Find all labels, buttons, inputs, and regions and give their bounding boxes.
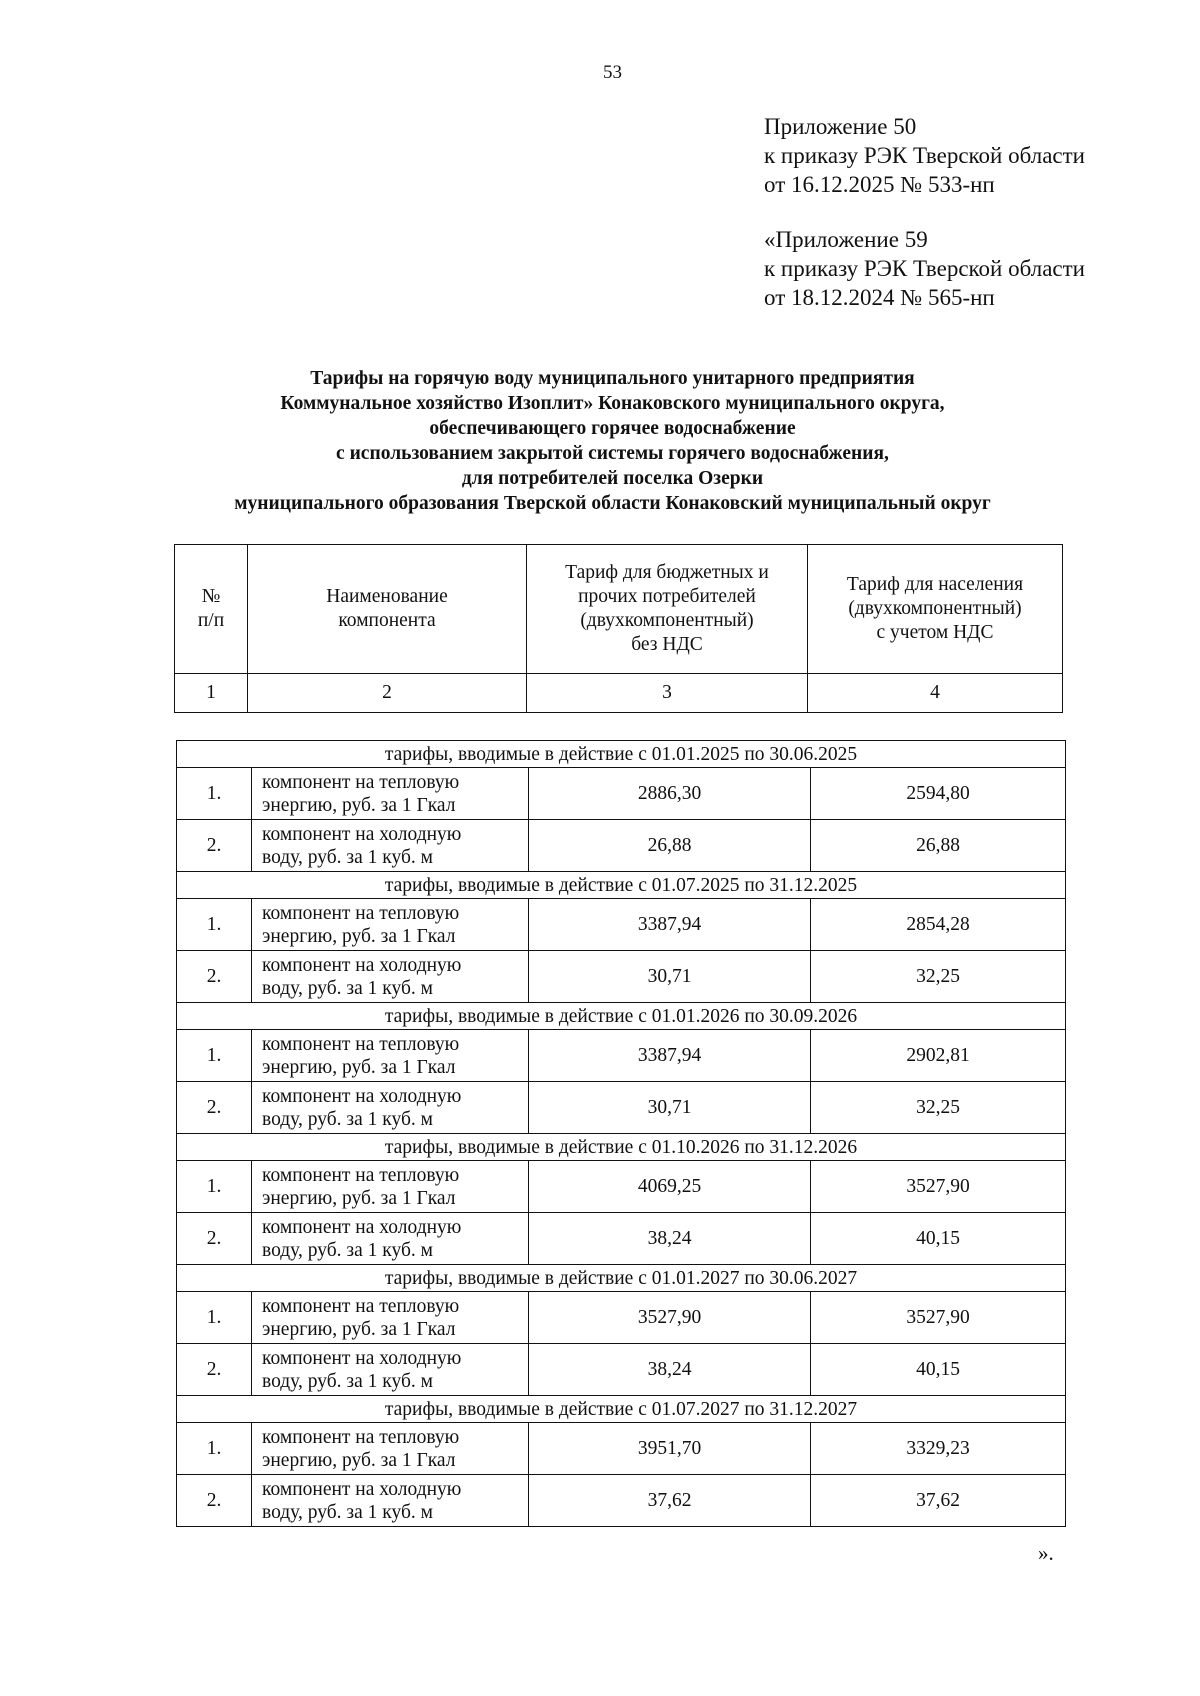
component-name xyxy=(252,951,529,1003)
population-tariff-value: 3527,90 xyxy=(811,1161,1066,1213)
component-name-line: компонент на тепловую xyxy=(262,1295,460,1317)
row-number: 2. xyxy=(177,1475,252,1527)
table-row xyxy=(177,1423,1066,1475)
budget-tariff-value: 4069,25 xyxy=(529,1161,811,1213)
row-number: 2. xyxy=(177,1082,252,1134)
appendix-previous xyxy=(764,225,1085,312)
table-row xyxy=(177,820,1066,872)
row-number: 1. xyxy=(177,1292,252,1344)
component-name xyxy=(252,768,529,820)
population-tariff-value: 2594,80 xyxy=(811,768,1066,820)
period-label: тарифы, вводимые в действие с 01.07.2027 по 31.12.2027 xyxy=(177,1396,1066,1423)
period-row xyxy=(177,1265,1066,1292)
appendix-previous-line: от 18.12.2024 № 565-нп xyxy=(764,285,995,310)
column-number: 3 xyxy=(527,674,808,713)
closing-quote: ». xyxy=(1038,1541,1054,1565)
table-row xyxy=(177,1292,1066,1344)
component-name-line: компонент на холодную xyxy=(262,823,462,845)
component-name xyxy=(252,1082,529,1134)
row-number: 1. xyxy=(177,1030,252,1082)
component-name-line: компонент на холодную xyxy=(262,1085,462,1107)
period-row xyxy=(177,741,1066,768)
header-cell-name: Наименование компонента xyxy=(248,545,527,674)
appendix-previous-line: к приказу РЭК Тверской области xyxy=(764,256,1085,281)
appendix-previous-line: «Приложение 59 xyxy=(764,227,928,252)
table-row xyxy=(177,1344,1066,1396)
component-name xyxy=(252,1475,529,1527)
component-name-line: энергию, руб. за 1 Гкал xyxy=(262,1318,456,1340)
population-tariff-value: 40,15 xyxy=(811,1344,1066,1396)
table-row xyxy=(177,1161,1066,1213)
component-name-line: компонент на холодную xyxy=(262,1216,462,1238)
component-name-line: энергию, руб. за 1 Гкал xyxy=(262,794,456,816)
component-name-line: компонент на тепловую xyxy=(262,1164,460,1186)
column-number: 1 xyxy=(175,674,248,713)
period-row xyxy=(177,1003,1066,1030)
period-row xyxy=(177,1134,1066,1161)
component-name-line: энергию, руб. за 1 Гкал xyxy=(262,1187,456,1209)
column-number: 2 xyxy=(248,674,527,713)
component-name-line: энергию, руб. за 1 Гкал xyxy=(262,1056,456,1078)
component-name-line: воду, руб. за 1 куб. м xyxy=(262,977,433,999)
population-tariff-value: 3329,23 xyxy=(811,1423,1066,1475)
population-tariff-value: 37,62 xyxy=(811,1475,1066,1527)
table-row xyxy=(177,1082,1066,1134)
tariff-header-table xyxy=(174,544,1063,713)
budget-tariff-value: 26,88 xyxy=(529,820,811,872)
budget-tariff-value: 38,24 xyxy=(529,1213,811,1265)
tariff-data-table xyxy=(176,740,1066,1527)
population-tariff-value: 3527,90 xyxy=(811,1292,1066,1344)
title-line: муниципального образования Тверской области Конаковский муниципальный округ xyxy=(234,493,991,514)
component-name-line: компонент на тепловую xyxy=(262,1426,460,1448)
tariff-data-body xyxy=(177,741,1066,1527)
table-row xyxy=(177,768,1066,820)
header-row xyxy=(175,545,1063,674)
population-tariff-value: 2854,28 xyxy=(811,899,1066,951)
table-row xyxy=(177,951,1066,1003)
table-row xyxy=(177,1030,1066,1082)
title-line: с использованием закрытой системы горячего водоснабжения, xyxy=(336,443,889,464)
column-number: 4 xyxy=(808,674,1063,713)
appendix-current-line: от 16.12.2025 № 533-нп xyxy=(764,172,995,197)
title-line: для потребителей поселка Озерки xyxy=(461,468,764,489)
title-line: Коммунальное хозяйство Изоплит» Конаковского муниципального округа, xyxy=(280,393,945,414)
component-name-line: воду, руб. за 1 куб. м xyxy=(262,846,433,868)
table-row xyxy=(177,1213,1066,1265)
appendix-current-line: Приложение 50 xyxy=(764,114,917,139)
component-name xyxy=(252,1161,529,1213)
population-tariff-value: 40,15 xyxy=(811,1213,1066,1265)
period-row xyxy=(177,872,1066,899)
period-label: тарифы, вводимые в действие с 01.10.2026 по 31.12.2026 xyxy=(177,1134,1066,1161)
component-name xyxy=(252,899,529,951)
row-number: 2. xyxy=(177,820,252,872)
budget-tariff-value: 2886,30 xyxy=(529,768,811,820)
period-label: тарифы, вводимые в действие с 01.01.2027 по 30.06.2027 xyxy=(177,1265,1066,1292)
component-name-line: воду, руб. за 1 куб. м xyxy=(262,1501,433,1523)
appendix-current-line: к приказу РЭК Тверской области xyxy=(764,143,1085,168)
column-number-row xyxy=(175,674,1063,713)
component-name-line: компонент на холодную xyxy=(262,1478,462,1500)
population-tariff-value: 2902,81 xyxy=(811,1030,1066,1082)
budget-tariff-value: 3527,90 xyxy=(529,1292,811,1344)
title-line: Тарифы на горячую воду муниципального унитарного предприятия xyxy=(310,368,915,389)
budget-tariff-value: 3387,94 xyxy=(529,899,811,951)
component-name-line: воду, руб. за 1 куб. м xyxy=(262,1239,433,1261)
row-number: 2. xyxy=(177,1213,252,1265)
component-name xyxy=(252,1213,529,1265)
component-name xyxy=(252,1344,529,1396)
component-name-line: компонент на холодную xyxy=(262,954,462,976)
period-label: тарифы, вводимые в действие с 01.01.2025 по 30.06.2025 xyxy=(177,741,1066,768)
table-row xyxy=(177,899,1066,951)
row-number: 2. xyxy=(177,1344,252,1396)
component-name xyxy=(252,1423,529,1475)
row-number: 1. xyxy=(177,1423,252,1475)
component-name-line: компонент на тепловую xyxy=(262,771,460,793)
component-name-line: компонент на тепловую xyxy=(262,902,460,924)
component-name-line: энергию, руб. за 1 Гкал xyxy=(262,1449,456,1471)
population-tariff-value: 26,88 xyxy=(811,820,1066,872)
header-cell-number: № п/п xyxy=(175,545,248,674)
component-name xyxy=(252,820,529,872)
row-number: 1. xyxy=(177,899,252,951)
appendix-current xyxy=(764,112,1085,199)
budget-tariff-value: 3951,70 xyxy=(529,1423,811,1475)
period-row xyxy=(177,1396,1066,1423)
budget-tariff-value: 38,24 xyxy=(529,1344,811,1396)
component-name xyxy=(252,1030,529,1082)
component-name-line: воду, руб. за 1 куб. м xyxy=(262,1108,433,1130)
budget-tariff-value: 30,71 xyxy=(529,951,811,1003)
budget-tariff-value: 37,62 xyxy=(529,1475,811,1527)
population-tariff-value: 32,25 xyxy=(811,951,1066,1003)
population-tariff-value: 32,25 xyxy=(811,1082,1066,1134)
table-row xyxy=(177,1475,1066,1527)
document-title xyxy=(150,366,1075,516)
component-name-line: компонент на холодную xyxy=(262,1347,462,1369)
row-number: 1. xyxy=(177,768,252,820)
row-number: 2. xyxy=(177,951,252,1003)
component-name-line: воду, руб. за 1 куб. м xyxy=(262,1370,433,1392)
row-number: 1. xyxy=(177,1161,252,1213)
header-cell-budget-tariff: Тариф для бюджетных и прочих потребителей (двухкомпонентный) без НДС xyxy=(527,545,808,674)
header-cell-population-tariff: Тариф для населения (двухкомпонентный) с учетом НДС xyxy=(808,545,1063,674)
budget-tariff-value: 30,71 xyxy=(529,1082,811,1134)
component-name-line: энергию, руб. за 1 Гкал xyxy=(262,925,456,947)
component-name-line: компонент на тепловую xyxy=(262,1033,460,1055)
period-label: тарифы, вводимые в действие с 01.07.2025 по 31.12.2025 xyxy=(177,872,1066,899)
period-label: тарифы, вводимые в действие с 01.01.2026 по 30.09.2026 xyxy=(177,1003,1066,1030)
title-line: обеспечивающего горячее водоснабжение xyxy=(429,418,796,439)
budget-tariff-value: 3387,94 xyxy=(529,1030,811,1082)
component-name xyxy=(252,1292,529,1344)
page-number: 53 xyxy=(603,62,622,83)
